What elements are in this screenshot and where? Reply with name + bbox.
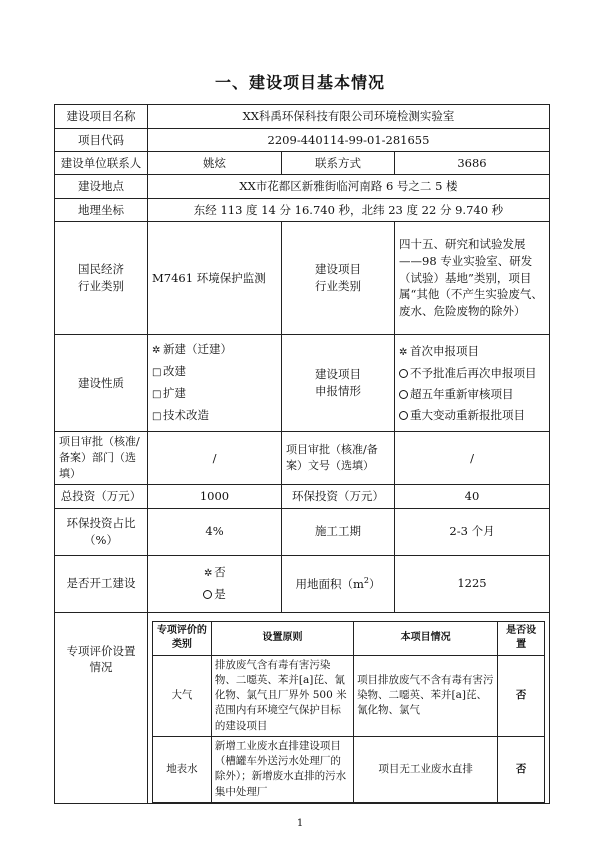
declare-option-label: 不予批准后再次申报项目 bbox=[410, 365, 537, 380]
industry-label bbox=[55, 222, 148, 335]
special-principle: 新增工业废水直排建设项目（槽罐车外送污水处理厂的除外）；新增废水直排的污水集中处理厂 bbox=[211, 736, 353, 802]
project-info-table bbox=[54, 104, 550, 804]
started-option-no[interactable] bbox=[152, 562, 277, 584]
sun-check-icon: ✲ bbox=[204, 568, 213, 580]
special-eval-table bbox=[152, 621, 545, 803]
project-industry-value: 四十五、研究和试验发展——98 专业实验室、研发（试验）基地”类别，项目属“其他（不产生实验废气、废水、危险废物的除外） bbox=[395, 222, 550, 335]
declare-options bbox=[395, 335, 550, 432]
special-header-principle: 设置原则 bbox=[211, 621, 353, 655]
radio-icon bbox=[399, 390, 408, 399]
started-option-label: 是 bbox=[214, 587, 226, 602]
nature-options bbox=[148, 335, 282, 432]
contact-method-value: 3686 bbox=[395, 152, 550, 175]
env-investment-label: 环保投资（万元） bbox=[282, 484, 395, 508]
special-type: 大气 bbox=[153, 655, 212, 736]
started-label: 是否开工建设 bbox=[55, 555, 148, 612]
started-option-yes[interactable] bbox=[152, 584, 277, 605]
location-label: 建设地点 bbox=[55, 175, 148, 199]
area-value: 1225 bbox=[395, 555, 550, 612]
coordinates-label: 地理坐标 bbox=[55, 199, 148, 222]
special-eval-label bbox=[55, 612, 148, 803]
nature-option-label: 技术改造 bbox=[163, 408, 209, 422]
ratio-label: 环保投资占比（%） bbox=[55, 508, 148, 555]
nature-option-tech[interactable] bbox=[152, 405, 277, 427]
ratio-value: 4% bbox=[148, 508, 282, 555]
special-eval-label-line2: 情况 bbox=[89, 660, 113, 675]
started-options bbox=[148, 555, 282, 612]
project-code-value: 2209-440114-99-01-281655 bbox=[148, 129, 550, 152]
page-number: 1 bbox=[296, 818, 304, 829]
special-eval-label-line1: 专项评价设置 bbox=[66, 643, 136, 658]
table-row bbox=[153, 655, 545, 736]
radio-icon bbox=[399, 369, 408, 378]
env-investment-value: 40 bbox=[395, 484, 550, 508]
nature-option-label: 改建 bbox=[163, 364, 186, 378]
special-set: 否 bbox=[498, 655, 545, 736]
declare-option-label: 超五年重新审核项目 bbox=[410, 386, 514, 401]
project-code-label: 项目代码 bbox=[55, 129, 148, 152]
special-situation: 项目无工业废水直排 bbox=[354, 736, 498, 802]
area-label: 用地面积$(m^2)$ bbox=[282, 555, 395, 612]
industry-label-line1: 国民经济 bbox=[78, 262, 124, 277]
special-header-set: 是否设置 bbox=[498, 621, 545, 655]
checkbox-icon: □ bbox=[152, 389, 162, 400]
approval-dept-label: 项目审批（核准/备案）部门（选填） bbox=[55, 432, 148, 485]
coordinates-value: 东经 113 度 14 分 16.740 秒，北纬 23 度 22 分 9.740 秒 bbox=[148, 199, 550, 222]
special-principle: 排放废气含有毒有害污染物、二噁英、苯并[a]芘、氰化物、氯气且厂界外 500 米范围内有环境空气保护目标的建设项目 bbox=[211, 655, 353, 736]
project-industry-label bbox=[282, 222, 395, 335]
declare-option-major-change[interactable] bbox=[399, 405, 545, 426]
nature-option-rebuild[interactable] bbox=[152, 361, 277, 383]
contact-value: 姚炫 bbox=[148, 152, 282, 175]
location-value: XX市花都区新雅街临河南路 6 号之二 5 楼 bbox=[148, 175, 550, 199]
approval-dept-value: / bbox=[148, 432, 282, 485]
special-header-type: 专项评价的类别 bbox=[153, 621, 212, 655]
nature-label: 建设性质 bbox=[55, 335, 148, 432]
declare-option-resubmit[interactable] bbox=[399, 363, 545, 384]
period-label: 施工工期 bbox=[282, 508, 395, 555]
special-eval-cell bbox=[148, 612, 550, 803]
declare-option-first[interactable] bbox=[399, 341, 545, 363]
period-value: 2-3 个月 bbox=[395, 508, 550, 555]
special-type: 地表水 bbox=[153, 736, 212, 802]
declare-option-label: 首次申报项目 bbox=[410, 343, 479, 358]
sun-check-icon: ✲ bbox=[399, 346, 408, 358]
declare-label-line1: 建设项目 bbox=[315, 367, 361, 382]
project-name-label: 建设项目名称 bbox=[55, 105, 148, 129]
special-header-situation: 本项目情况 bbox=[354, 621, 498, 655]
page-title: 一、建设项目基本情况 bbox=[214, 73, 385, 92]
started-option-label: 否 bbox=[214, 565, 226, 580]
contact-method-label: 联系方式 bbox=[282, 152, 395, 175]
declare-label bbox=[282, 335, 395, 432]
sun-check-icon: ✲ bbox=[152, 345, 161, 356]
industry-label-line2: 行业类别 bbox=[78, 279, 124, 293]
checkbox-icon: □ bbox=[152, 411, 162, 422]
special-situation: 项目排放废气不含有毒有害污染物、二噁英、苯并[a]芘、氰化物、氯气 bbox=[354, 655, 498, 736]
declare-option-five-year[interactable] bbox=[399, 384, 545, 405]
project-name-value: XX科禹环保科技有限公司环境检测实验室 bbox=[148, 105, 550, 129]
industry-value: M7461 环境保护监测 bbox=[148, 222, 282, 335]
contact-label: 建设单位联系人 bbox=[55, 152, 148, 175]
nature-option-expand[interactable] bbox=[152, 383, 277, 405]
declare-option-label: 重大变动重新报批项目 bbox=[410, 407, 525, 422]
declare-label-line2: 申报情形 bbox=[315, 384, 361, 398]
investment-label: 总投资（万元） bbox=[55, 484, 148, 508]
table-row bbox=[153, 736, 545, 802]
nature-option-label: 扩建 bbox=[163, 386, 186, 400]
nature-option-label: 新建（迁建） bbox=[163, 342, 232, 356]
approval-doc-value: / bbox=[395, 432, 550, 485]
checkbox-icon: □ bbox=[152, 367, 162, 378]
investment-value: 1000 bbox=[148, 484, 282, 508]
radio-icon bbox=[203, 590, 212, 599]
nature-option-new[interactable] bbox=[152, 339, 277, 361]
special-set: 否 bbox=[498, 736, 545, 802]
approval-doc-label: 项目审批（核准/备案）文号（选填） bbox=[282, 432, 395, 485]
project-industry-label-line1: 建设项目 bbox=[315, 262, 361, 277]
radio-icon bbox=[399, 411, 408, 420]
project-industry-label-line2: 行业类别 bbox=[315, 279, 361, 293]
